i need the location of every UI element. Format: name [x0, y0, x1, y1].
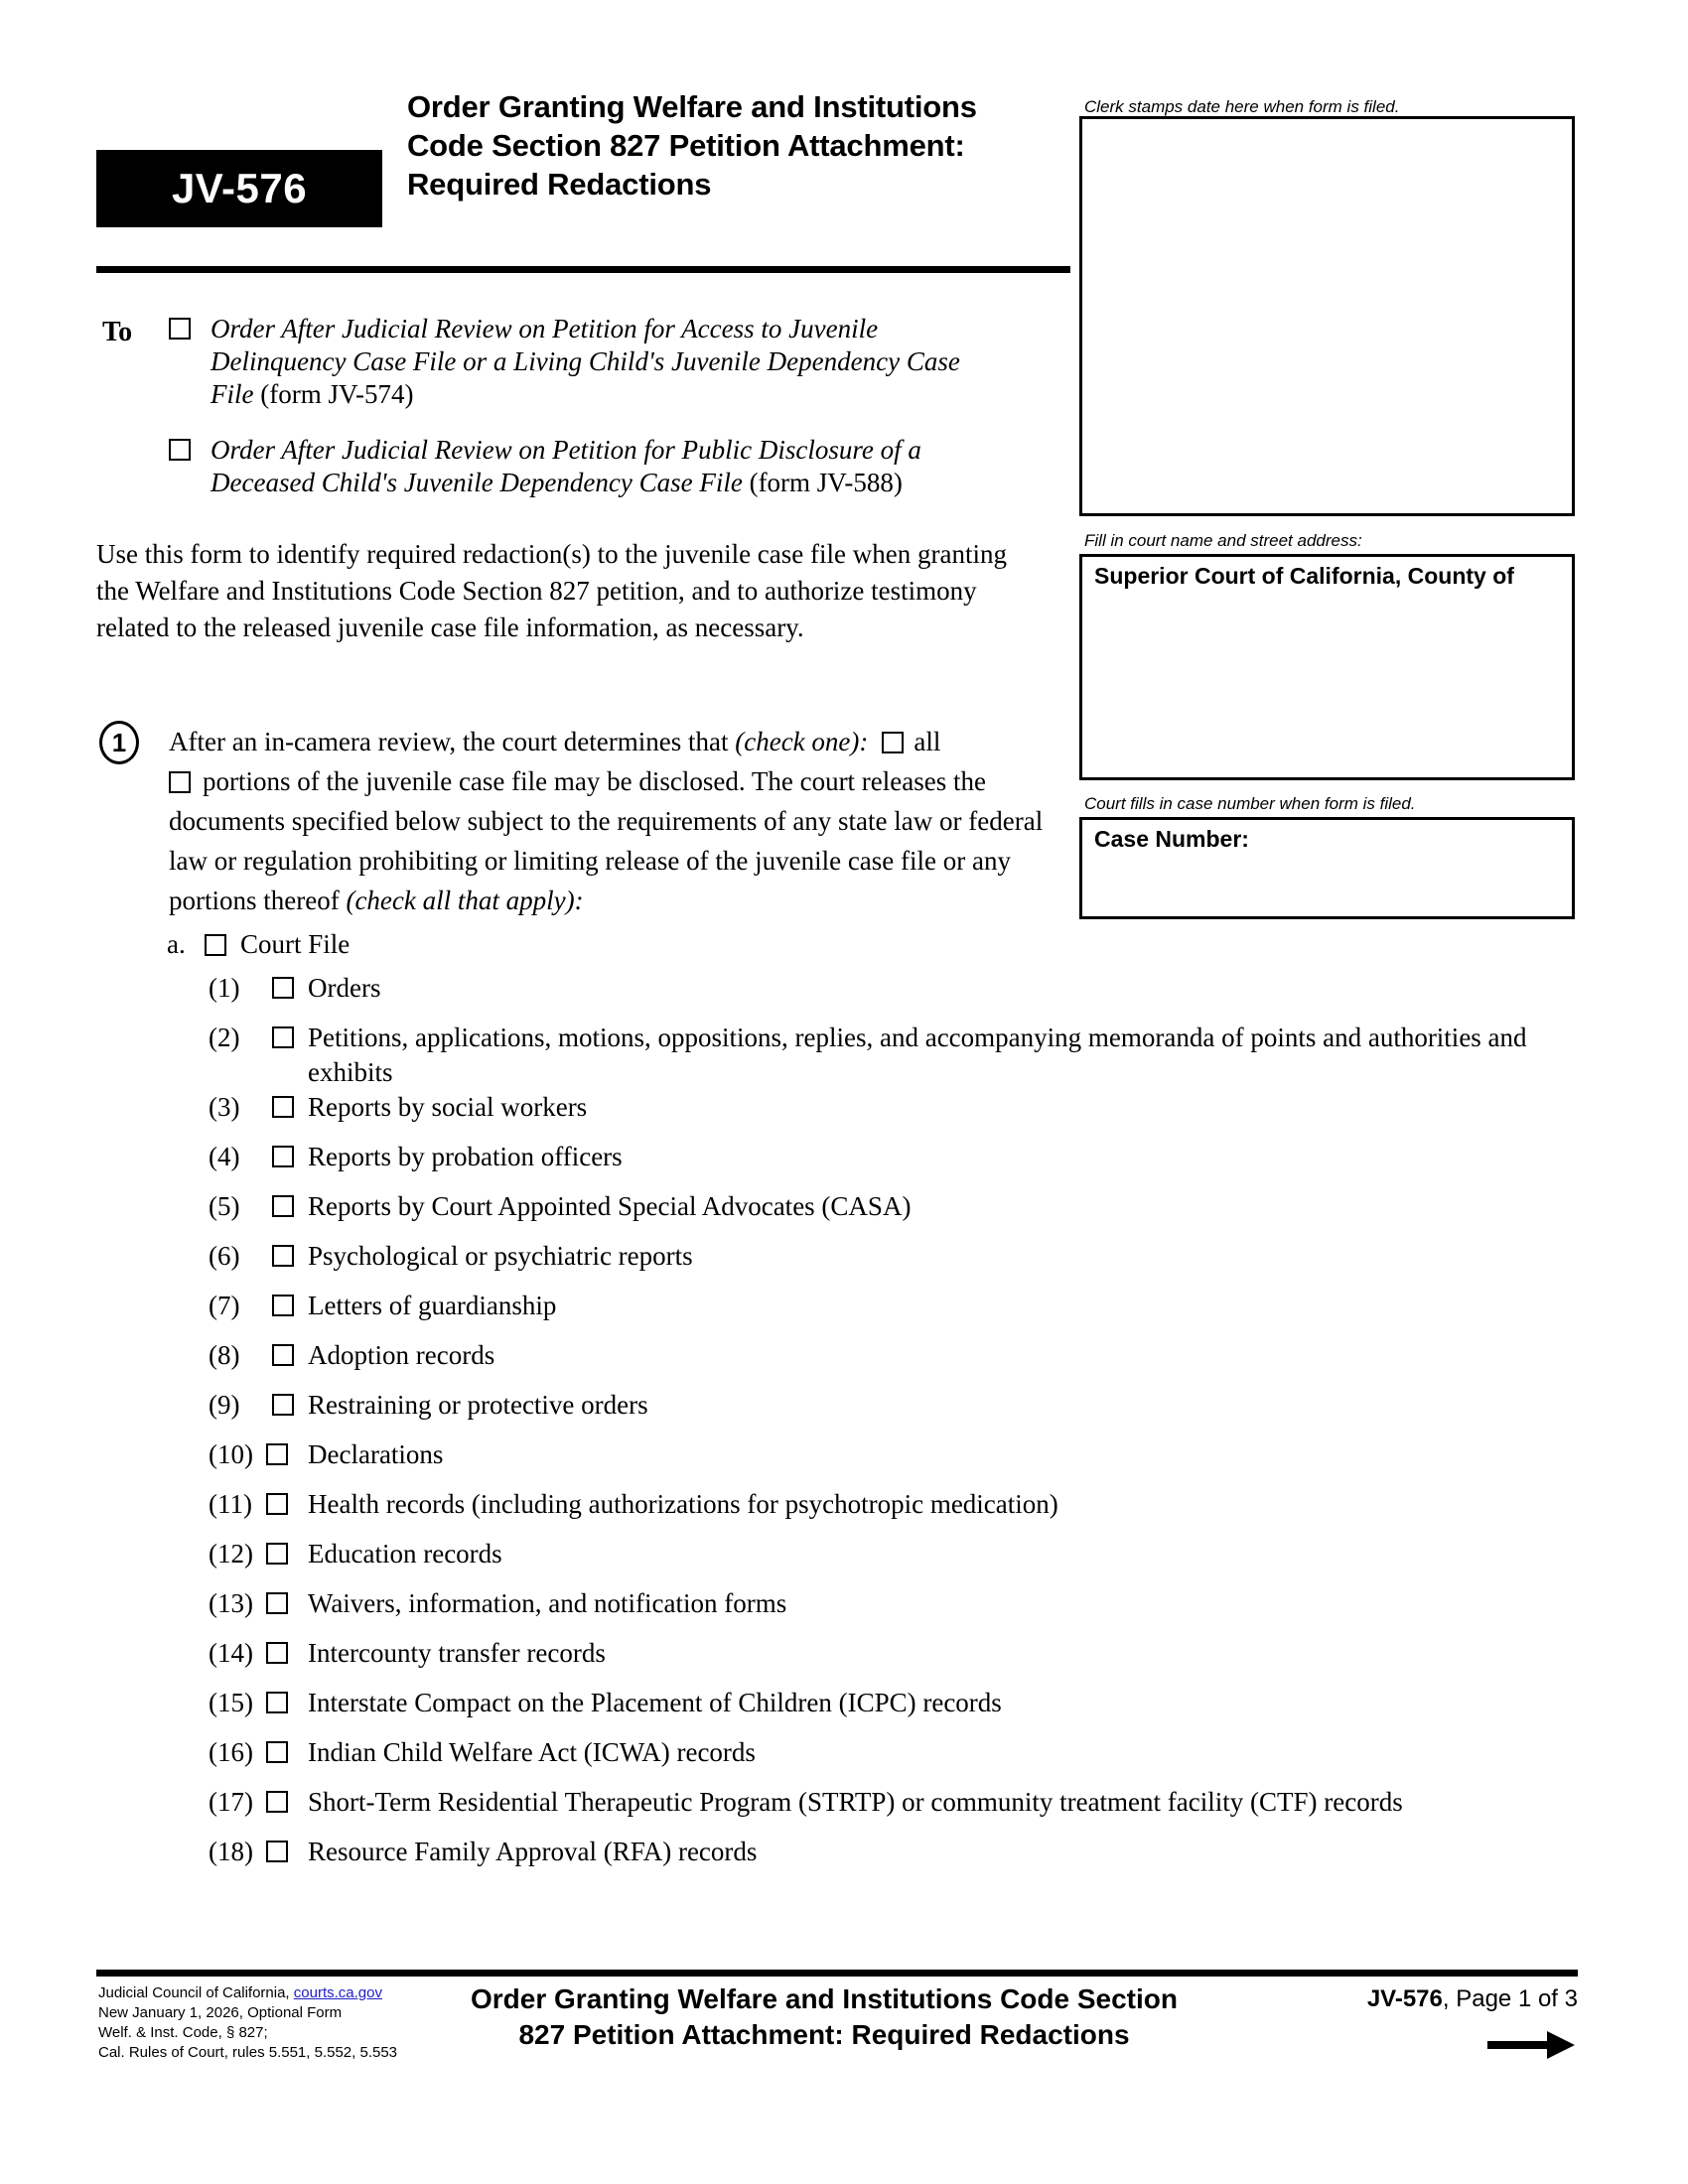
record-row-number: (15): [209, 1688, 253, 1717]
to-option-jv588[interactable]: [169, 434, 1003, 499]
footer-council-line: [98, 1983, 426, 2003]
case-number-label: Court fills in case number when form is filed.: [1084, 794, 1416, 813]
record-row-label: Resource Family Approval (RFA) records: [308, 1837, 758, 1866]
to-option-jv574-form: (form JV-574): [260, 379, 414, 409]
record-row[interactable]: [209, 1021, 1589, 1090]
sub-item-a-label: Court File: [240, 929, 351, 959]
item-1-check-all: (check all that apply):: [346, 886, 584, 915]
record-row-checkbox[interactable]: [266, 1543, 288, 1565]
record-row-number: (18): [209, 1837, 253, 1866]
record-row-checkbox[interactable]: [266, 1493, 288, 1515]
case-number-box[interactable]: [1079, 817, 1575, 919]
record-row[interactable]: [209, 1487, 1589, 1537]
record-row-checkbox[interactable]: [266, 1741, 288, 1763]
record-row-number: (8): [209, 1340, 240, 1370]
record-row-label: Petitions, applications, motions, oppositions, replies, and accompanying memoranda of points and authorities and exhibits: [308, 1023, 1527, 1087]
record-row-number: (17): [209, 1787, 253, 1817]
record-row-number: (6): [209, 1241, 240, 1271]
record-row-label: Adoption records: [308, 1340, 495, 1370]
item-1-portions-label: portions of the juvenile case file may be disclosed. The court releases the documents specified below subject to the requirements of any state law or federal law or regulation prohibiting or limiting release of the juvenile case file or any portions thereof: [169, 766, 1044, 915]
record-row-checkbox[interactable]: [266, 1692, 288, 1713]
record-row[interactable]: [209, 1835, 1589, 1884]
to-option-jv574-italic: Order After Judicial Review on Petition for Access to Juvenile Delinquency Case File or a Living Child's Juvenile Dependency Case File: [211, 314, 960, 409]
record-row-number: (1): [209, 973, 240, 1003]
record-row-number: (11): [209, 1489, 252, 1519]
to-option-jv574-label: [211, 313, 1003, 411]
sub-item-a[interactable]: [167, 928, 350, 960]
record-row-number: (10): [209, 1439, 253, 1469]
footer-form-title-line2: 827 Petition Attachment: Required Redactions: [518, 2019, 1130, 2050]
record-row-number: (9): [209, 1390, 240, 1420]
intro-paragraph: Use this form to identify required redaction(s) to the juvenile case file when granting the Welfare and Institutions Code Section 827 petition, and to authorize testimony related to the released juvenile case file information, as necessary.: [96, 539, 1007, 642]
record-row-label: Reports by probation officers: [308, 1142, 623, 1171]
item-1-number: [99, 721, 139, 764]
record-row[interactable]: [209, 1537, 1589, 1586]
item-1-text: [169, 722, 1062, 920]
record-row-label: Reports by Court Appointed Special Advocates (CASA): [308, 1191, 912, 1221]
court-name-value: Superior Court of California, County of: [1094, 563, 1514, 589]
form-number-badge: [96, 150, 382, 227]
record-row-number: (3): [209, 1092, 240, 1122]
record-row[interactable]: [209, 1338, 1589, 1388]
form-number-text: JV-576: [171, 165, 308, 211]
to-option-jv574[interactable]: [169, 313, 1003, 411]
record-row[interactable]: [209, 1239, 1589, 1289]
item-1-all-checkbox[interactable]: [882, 732, 904, 753]
item-1-all-label: all: [914, 727, 941, 756]
record-row[interactable]: [209, 1090, 1589, 1140]
footer-form-title: [427, 1981, 1221, 2053]
footer-rules-line: Cal. Rules of Court, rules 5.551, 5.552, 5.553: [98, 2044, 398, 2061]
record-row-checkbox[interactable]: [272, 1295, 294, 1316]
record-row-checkbox[interactable]: [266, 1841, 288, 1862]
footer-council-prefix: Judicial Council of California,: [98, 1984, 294, 2001]
record-row[interactable]: [209, 1686, 1589, 1735]
record-row-number: (4): [209, 1142, 240, 1171]
next-page-arrow-icon: [1487, 2028, 1575, 2062]
footer-legal-block: [98, 1983, 426, 2063]
footer-page-info: [1241, 1984, 1578, 2014]
record-row[interactable]: [209, 971, 1589, 1021]
record-row-checkbox[interactable]: [272, 1245, 294, 1267]
to-option-jv588-italic: Order After Judicial Review on Petition for Public Disclosure of a Deceased Child's Juvenile Dependency Case File: [211, 435, 921, 497]
record-row-label: Interstate Compact on the Placement of Children (ICPC) records: [308, 1688, 1002, 1717]
record-row-label: Orders: [308, 973, 381, 1003]
item-1-check-one: (check one):: [735, 727, 869, 756]
record-row[interactable]: [209, 1140, 1589, 1189]
sub-item-a-checkbox[interactable]: [205, 934, 226, 956]
to-label: To: [102, 317, 133, 347]
record-row-checkbox[interactable]: [272, 1096, 294, 1118]
record-row-checkbox[interactable]: [272, 1195, 294, 1217]
record-row-checkbox[interactable]: [272, 977, 294, 999]
clerk-stamp-label: Clerk stamps date here when form is filed.: [1084, 97, 1400, 116]
record-row[interactable]: [209, 1437, 1589, 1487]
record-row-number: (13): [209, 1588, 253, 1618]
court-name-label: Fill in court name and street address:: [1084, 531, 1362, 550]
record-row-number: (5): [209, 1191, 240, 1221]
item-1-number-text: 1: [111, 727, 127, 757]
record-row[interactable]: [209, 1189, 1589, 1239]
record-row[interactable]: [209, 1586, 1589, 1636]
to-option-jv588-checkbox[interactable]: [169, 439, 191, 461]
page-title: Order Granting Welfare and Institutions Code Section 827 Petition Attachment: Required Redactions: [407, 89, 977, 202]
record-row-checkbox[interactable]: [272, 1146, 294, 1167]
footer-form-title-line1: Order Granting Welfare and Institutions Code Section: [470, 1983, 1178, 2014]
record-row-label: Declarations: [308, 1439, 444, 1469]
case-number-value: Case Number:: [1094, 826, 1249, 852]
record-row-number: (16): [209, 1737, 253, 1767]
record-row-label: Restraining or protective orders: [308, 1390, 648, 1420]
record-row-checkbox[interactable]: [266, 1592, 288, 1614]
record-row-label: Reports by social workers: [308, 1092, 588, 1122]
record-row-number: (7): [209, 1291, 240, 1320]
court-name-box[interactable]: [1079, 554, 1575, 780]
sub-item-a-marker: a.: [167, 929, 186, 959]
record-type-list: [209, 971, 1589, 1884]
record-row-number: (14): [209, 1638, 253, 1668]
record-row-label: Letters of guardianship: [308, 1291, 557, 1320]
record-row-number: (12): [209, 1539, 253, 1569]
record-row-label: Psychological or psychiatric reports: [308, 1241, 693, 1271]
item-1-part1: After an in-camera review, the court determines that: [169, 727, 736, 756]
footer-page-number: , Page 1 of 3: [1442, 1985, 1578, 2012]
record-row-label: Waivers, information, and notification forms: [308, 1588, 787, 1618]
record-row-label: Education records: [308, 1539, 502, 1569]
record-row[interactable]: [209, 1388, 1589, 1437]
record-row-number: (2): [209, 1023, 240, 1052]
record-row-checkbox[interactable]: [272, 1026, 294, 1048]
record-row-label: Intercounty transfer records: [308, 1638, 606, 1668]
courts-ca-gov-link[interactable]: courts.ca.gov: [293, 1984, 382, 2001]
footer-revision-line: New January 1, 2026, Optional Form: [98, 2004, 343, 2021]
record-row[interactable]: [209, 1289, 1589, 1338]
record-row-label: Short-Term Residential Therapeutic Program (STRTP) or community treatment facility (CTF) records: [308, 1787, 1403, 1817]
record-row-checkbox[interactable]: [266, 1642, 288, 1664]
record-row[interactable]: [209, 1785, 1589, 1835]
record-row-checkbox[interactable]: [272, 1344, 294, 1366]
to-option-jv588-label: [211, 434, 1003, 499]
to-option-jv574-checkbox[interactable]: [169, 318, 191, 340]
footer-form-number: JV-576: [1366, 1985, 1443, 2012]
record-row-checkbox[interactable]: [272, 1394, 294, 1416]
footer-code-line: Welf. & Inst. Code, § 827;: [98, 2024, 268, 2041]
clerk-stamp-box[interactable]: [1079, 116, 1575, 516]
record-row-label: Health records (including authorizations for psychotropic medication): [308, 1489, 1058, 1519]
record-row[interactable]: [209, 1735, 1589, 1785]
record-row[interactable]: [209, 1636, 1589, 1686]
to-option-jv588-form: (form JV-588): [749, 468, 903, 497]
record-row-checkbox[interactable]: [266, 1443, 288, 1465]
record-row-checkbox[interactable]: [266, 1791, 288, 1813]
record-row-label: Indian Child Welfare Act (ICWA) records: [308, 1737, 756, 1767]
item-1-portions-checkbox[interactable]: [169, 771, 191, 793]
footer-divider: [96, 1970, 1578, 1977]
header-divider: [96, 266, 1070, 273]
